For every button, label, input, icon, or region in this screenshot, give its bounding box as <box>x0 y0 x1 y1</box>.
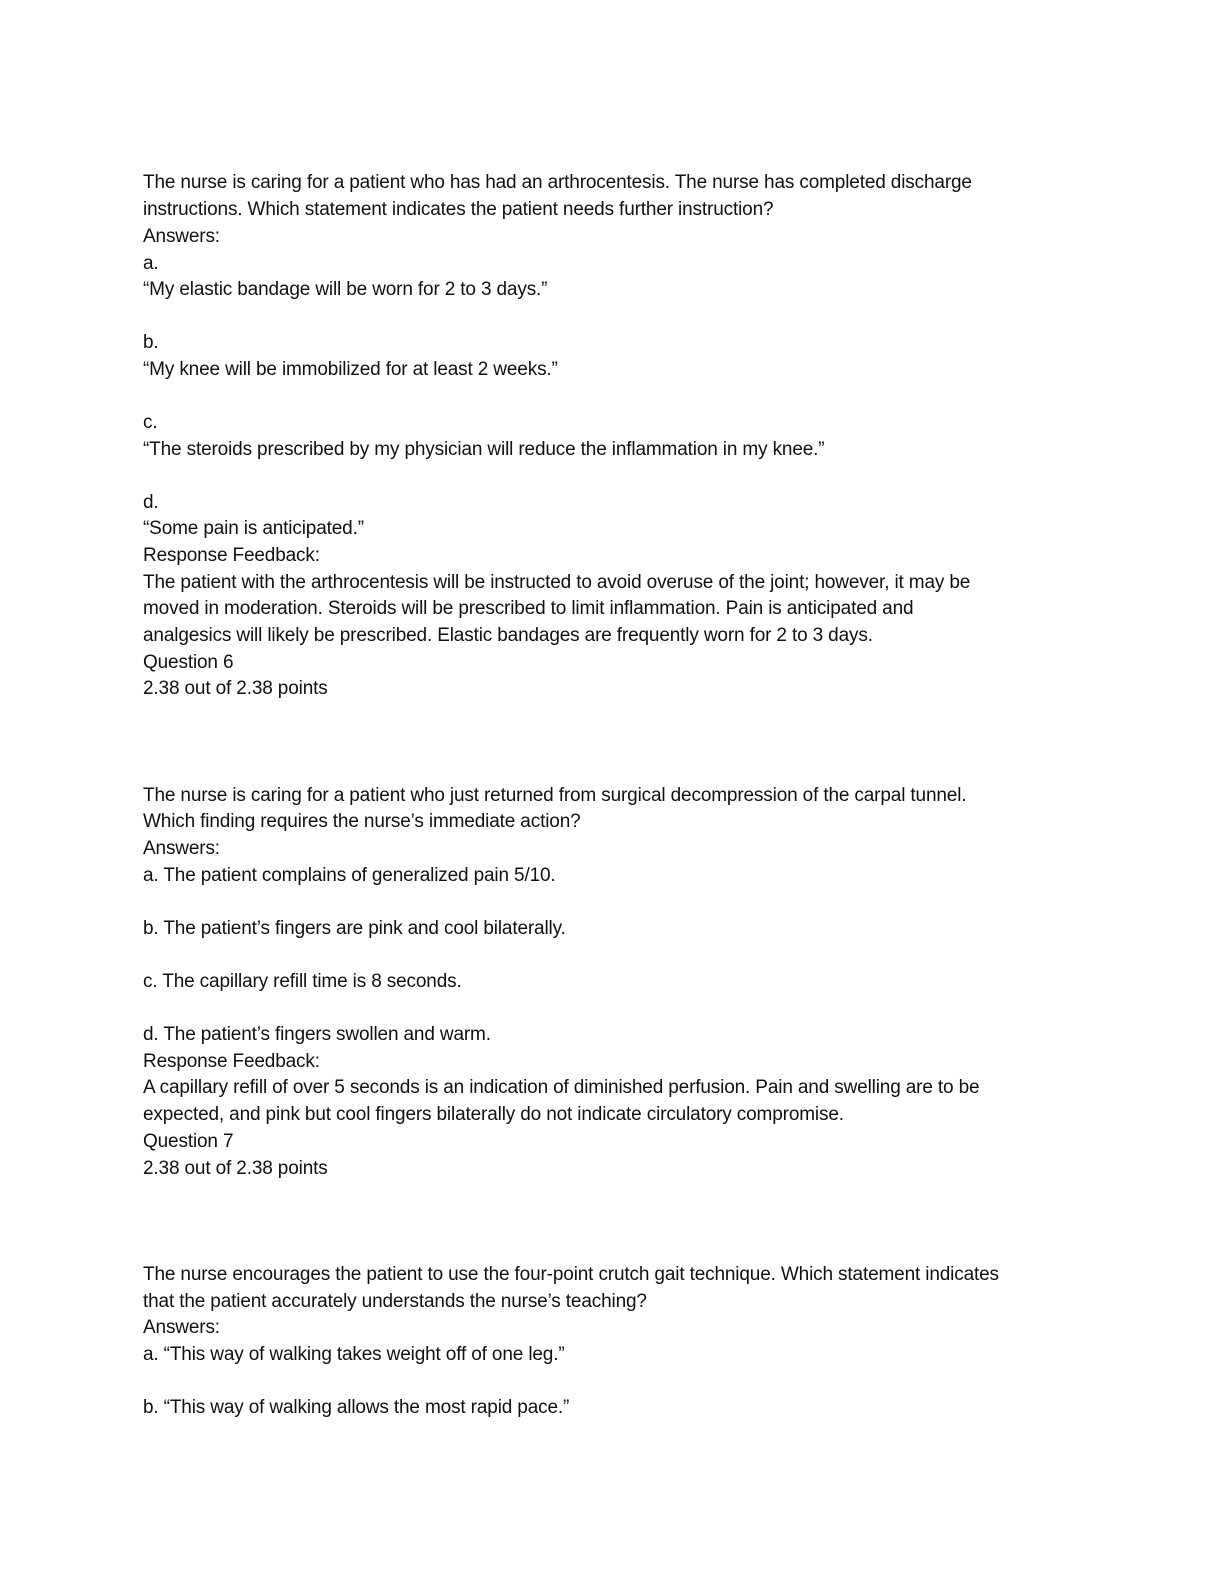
q5-answer-a-text: “My elastic bandage will be worn for 2 to 3 days.” <box>143 279 548 300</box>
q5-answer-d-letter: d. <box>143 492 159 513</box>
q5-answers-label: Answers: <box>143 226 220 247</box>
q7-answer-b: b. “This way of walking allows the most rapid pace.” <box>143 1397 570 1418</box>
q6-points: 2.38 out of 2.38 points <box>143 678 328 699</box>
q5-answer-d-text: “Some pain is anticipated.” <box>143 518 364 539</box>
q7-points: 2.38 out of 2.38 points <box>143 1158 328 1179</box>
q6-feedback-line-1: A capillary refill of over 5 seconds is an indication of diminished perfusion. Pain and swelling are to be <box>143 1077 980 1098</box>
q6-answers-label: Answers: <box>143 838 220 859</box>
q7-title: Question 7 <box>143 1131 234 1152</box>
q5-answer-c-text: “The steroids prescribed by my physician will reduce the inflammation in my knee.” <box>143 439 825 460</box>
q5-answer-b-letter: b. <box>143 332 159 353</box>
q5-answer-a-letter: a. <box>143 253 159 274</box>
q7-prompt-line-2: that the patient accurately understands the nurse’s teaching? <box>143 1291 647 1312</box>
q6-answer-a: a. The patient complains of generalized pain 5/10. <box>143 865 556 886</box>
q7-answers-label: Answers: <box>143 1317 220 1338</box>
q5-feedback-line-2: moved in moderation. Steroids will be prescribed to limit inflammation. Pain is anticipated and <box>143 598 914 619</box>
q5-answer-b-text: “My knee will be immobilized for at least 2 weeks.” <box>143 359 558 380</box>
q7-answer-a: a. “This way of walking takes weight off of one leg.” <box>143 1344 565 1365</box>
q6-prompt-line-2: Which finding requires the nurse’s immediate action? <box>143 811 581 832</box>
q6-feedback-line-2: expected, and pink but cool fingers bilaterally do not indicate circulatory compromise. <box>143 1104 844 1125</box>
q6-answer-c: c. The capillary refill time is 8 seconds. <box>143 971 462 992</box>
q6-prompt-line-1: The nurse is caring for a patient who just returned from surgical decompression of the carpal tunnel. <box>143 785 967 806</box>
q6-title: Question 6 <box>143 652 234 673</box>
q5-feedback-label: Response Feedback: <box>143 545 320 566</box>
q5-answer-c-letter: c. <box>143 412 158 433</box>
q5-feedback-line-3: analgesics will likely be prescribed. Elastic bandages are frequently worn for 2 to 3 days. <box>143 625 873 646</box>
q6-feedback-label: Response Feedback: <box>143 1051 320 1072</box>
q5-prompt-line-1: The nurse is caring for a patient who has had an arthrocentesis. The nurse has completed discharge <box>143 172 972 193</box>
q6-answer-d: d. The patient’s fingers swollen and warm. <box>143 1024 491 1045</box>
q7-prompt-line-1: The nurse encourages the patient to use the four-point crutch gait technique. Which statement indicates <box>143 1264 999 1285</box>
q5-prompt-line-2: instructions. Which statement indicates the patient needs further instruction? <box>143 199 774 220</box>
q5-feedback-line-1: The patient with the arthrocentesis will be instructed to avoid overuse of the joint; however, it may be <box>143 572 971 593</box>
q6-answer-b: b. The patient’s fingers are pink and cool bilaterally. <box>143 918 566 939</box>
